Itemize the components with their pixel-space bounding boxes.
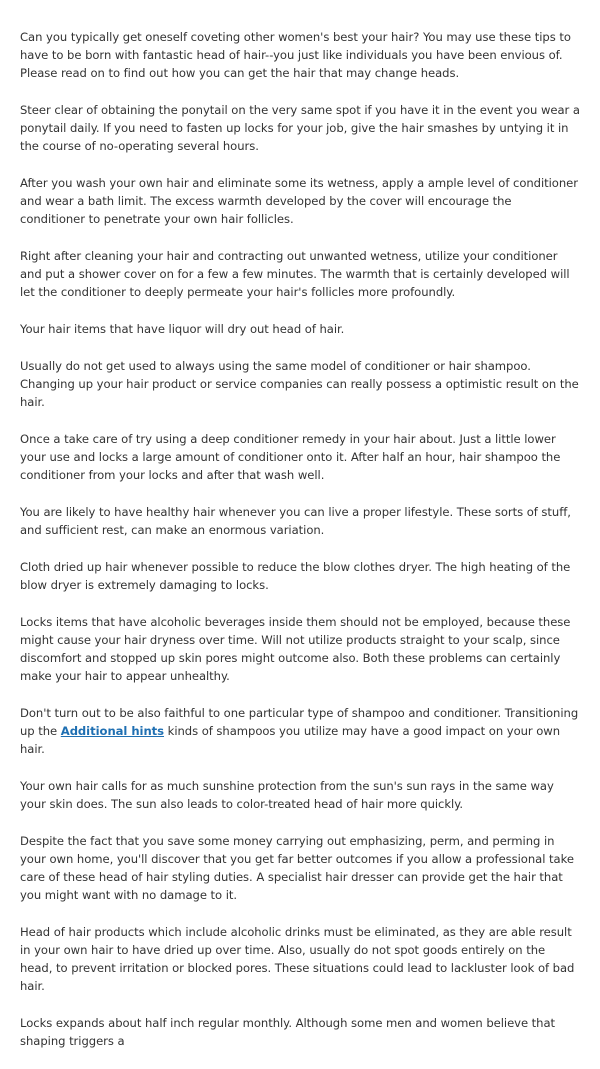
additional-hints-link[interactable]: Additional hints — [60, 724, 165, 738]
paragraph-9: Cloth dried up hair whenever possible to reduce the blow clothes dryer. The high heating of the blow dryer is extremely damaging to locks. — [20, 560, 571, 592]
paragraph-14: Head of hair products which include alcoholic drinks must be eliminated, as they are able result in your own hair to have dried up over time. Also, usually do not spot goods entirely on the head, to prevent irritation or blocked pores. These situations could lead to lackluster look of bad hair. — [20, 925, 575, 993]
paragraph-11-after: kinds of shampoos you utilize may have a good impact on your own hair. — [20, 724, 561, 756]
paragraph-12: Your own hair calls for as much sunshine protection from the sun's sun rays in the same way your skin does. The sun also leads to color-treated head of hair more quickly. — [20, 779, 554, 811]
paragraph-3: After you wash your own hair and eliminate some its wetness, apply a ample level of conditioner and wear a bath limit. The excess warmth developed by the cover will encourage the conditioner to penetrate your own hair follicles. — [20, 176, 578, 226]
paragraph-15: Locks expands about half inch regular monthly. Although some men and women believe that shaping triggers a — [20, 1016, 556, 1048]
paragraph-13: Despite the fact that you save some money carrying out emphasizing, perm, and perming in your own home, you'll discover that you get far better outcomes if you allow a professional take care of these head of hair styling duties. A specialist hair dresser can provide get the hair that you might want with no damage to it. — [20, 834, 574, 902]
paragraph-1: Can you typically get oneself coveting other women's best your hair? You may use these tips to have to be born with fantastic head of hair--you just like individuals you have been envious of. Please read on to find out how you can get the hair that may change heads. — [20, 30, 571, 80]
paragraph-11-before: Don't turn out to be also faithful to one particular type of shampoo and conditioner. Transitioning up the — [20, 706, 579, 738]
paragraph-10: Locks items that have alcoholic beverages inside them should not be employed, because these might cause your hair dryness over time. Will not utilize products straight to your scalp, since discomfort and stopped up skin pores might outcome also. Both these problems can certainly make your hair to appear unhealthy. — [20, 615, 571, 683]
paragraph-11 — [20, 704, 580, 758]
paragraph-7: Once a take care of try using a deep conditioner remedy in your hair about. Just a little lower your use and locks a large amount of conditioner onto it. After half an hour, hair shampoo the conditioner from your locks and after that wash well. — [20, 432, 561, 482]
paragraph-8: You are likely to have healthy hair whenever you can live a proper lifestyle. These sorts of stuff, and sufficient rest, can make an enormous variation. — [20, 505, 571, 537]
paragraph-4: Right after cleaning your hair and contracting out unwanted wetness, utilize your conditioner and put a shower cover on for a few a few minutes. The warmth that is certainly developed will let the conditioner to deeply permeate your hair's follicles more profoundly. — [20, 249, 570, 299]
paragraph-6: Usually do not get used to always using the same model of conditioner or hair shampoo. Changing up your hair product or service companies can really possess a optimistic result on the hair. — [20, 359, 579, 409]
document-body — [20, 28, 580, 1069]
paragraph-2: Steer clear of obtaining the ponytail on the very same spot if you have it in the event you wear a ponytail daily. If you need to fasten up locks for your job, give the hair smashes by untying it in the course of no-operating several hours. — [20, 103, 580, 153]
paragraph-5: Your hair items that have liquor will dry out head of hair. — [20, 322, 345, 336]
